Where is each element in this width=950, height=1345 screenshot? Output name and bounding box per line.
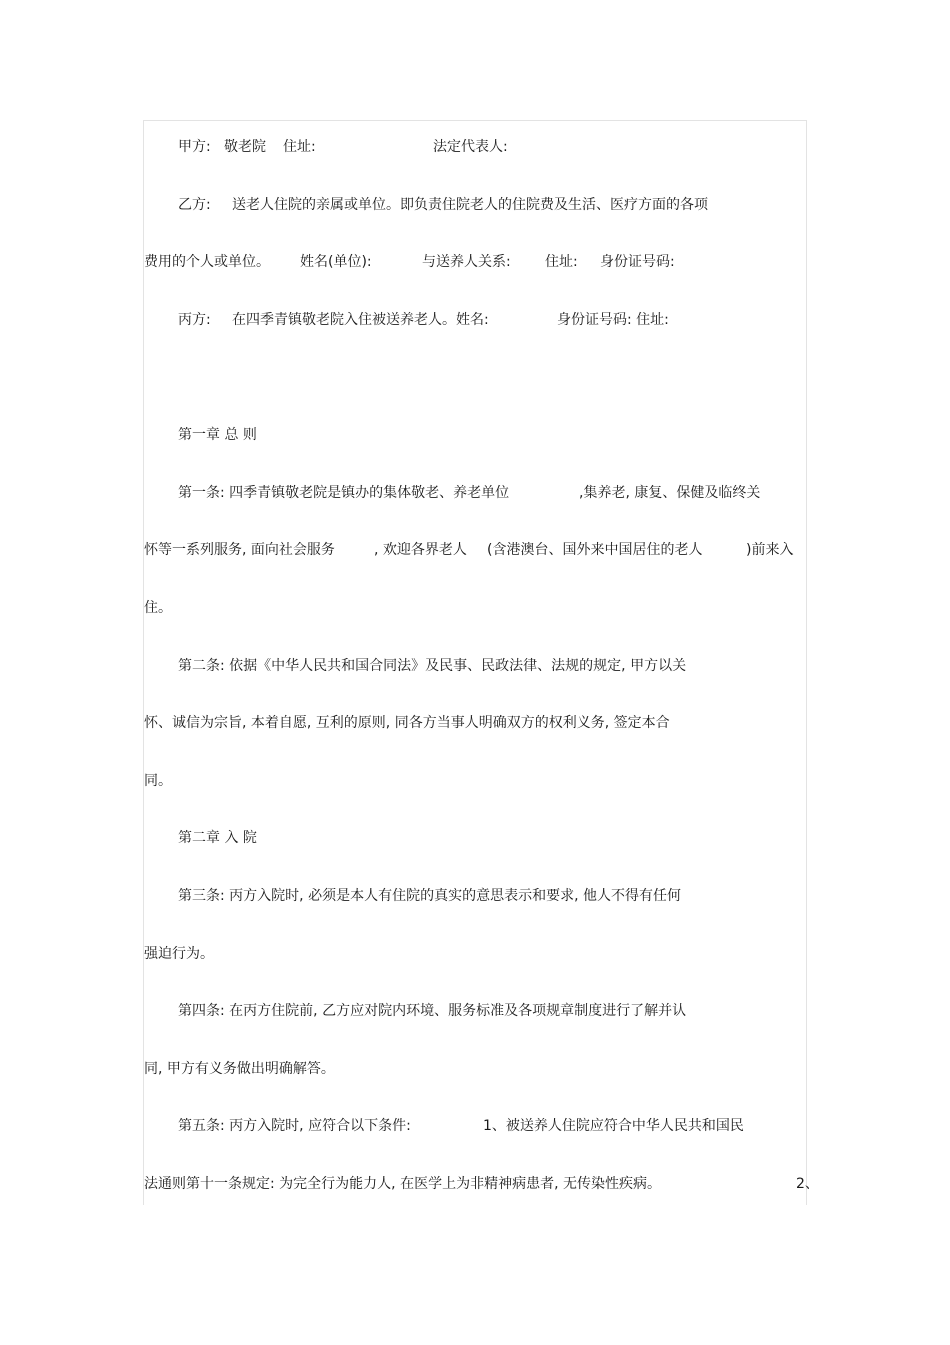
party-jia-name: 敬老院 bbox=[224, 139, 266, 155]
article-3-line-2: 强迫行为。 bbox=[144, 946, 214, 962]
article-5-text-d: 2、 bbox=[796, 1176, 819, 1192]
party-yi-address: 住址: bbox=[545, 254, 578, 270]
article-3-line-1: 第三条: 丙方入院时, 必须是本人有住院的真实的意思表示和要求, 他人不得有任何 bbox=[178, 888, 681, 904]
party-bing-id-address: 身份证号码: 住址: bbox=[557, 312, 669, 328]
article-5-text-a: 第五条: 丙方入院时, 应符合以下条件: bbox=[178, 1118, 411, 1134]
party-jia-rep: 法定代表人: bbox=[433, 139, 508, 155]
party-yi-relation: 与送养人关系: bbox=[422, 254, 511, 270]
article-1-text-a: 第一条: 四季青镇敬老院是镇办的集体敬老、养老单位 bbox=[178, 485, 510, 501]
article-1-text-b: ,集养老, 康复、保健及临终关 bbox=[579, 485, 761, 501]
party-bing-desc: 在四季青镇敬老院入住被送养老人。姓名: bbox=[232, 312, 489, 328]
party-yi-name: 姓名(单位): bbox=[300, 254, 372, 270]
party-bing-label: 丙方: bbox=[178, 312, 211, 328]
article-1-text-e: (含港澳台、国外来中国居住的老人 bbox=[487, 542, 703, 558]
article-1-text-f: )前来入 bbox=[746, 542, 794, 558]
party-jia-address: 住址: bbox=[283, 139, 316, 155]
article-1-text-c: 怀等一系列服务, 面向社会服务 bbox=[144, 542, 335, 558]
article-5-text-b: 1、被送养人住院应符合中华人民共和国民 bbox=[483, 1118, 744, 1134]
party-jia-label: 甲方: bbox=[178, 139, 211, 155]
party-yi-desc2: 费用的个人或单位。 bbox=[144, 254, 270, 270]
article-5-text-c: 法通则第十一条规定: 为完全行为能力人, 在医学上为非精神病患者, 无传染性疾病。 bbox=[144, 1176, 661, 1192]
article-2-line-2: 怀、诚信为宗旨, 本着自愿, 互利的原则, 同各方当事人明确双方的权利义务, 签定本合 bbox=[144, 715, 670, 731]
party-yi-label: 乙方: bbox=[178, 197, 211, 213]
party-yi-desc: 送老人住院的亲属或单位。即负责住院老人的住院费及生活、医疗方面的各项 bbox=[232, 197, 708, 213]
chapter-1-title: 第一章 总 则 bbox=[178, 427, 257, 443]
chapter-2-title: 第二章 入 院 bbox=[178, 830, 257, 846]
article-2-line-3: 同。 bbox=[144, 773, 172, 789]
article-2-line-1: 第二条: 依据《中华人民共和国合同法》及民事、民政法律、法规的规定, 甲方以关 bbox=[178, 658, 687, 674]
article-4-line-2: 同, 甲方有义务做出明确解答。 bbox=[144, 1061, 335, 1077]
article-1-line-3: 住。 bbox=[144, 600, 172, 616]
party-yi-id: 身份证号码: bbox=[600, 254, 675, 270]
article-4-line-1: 第四条: 在丙方住院前, 乙方应对院内环境、服务标准及各项规章制度进行了解并认 bbox=[178, 1003, 687, 1019]
article-1-text-d: , 欢迎各界老人 bbox=[374, 542, 467, 558]
